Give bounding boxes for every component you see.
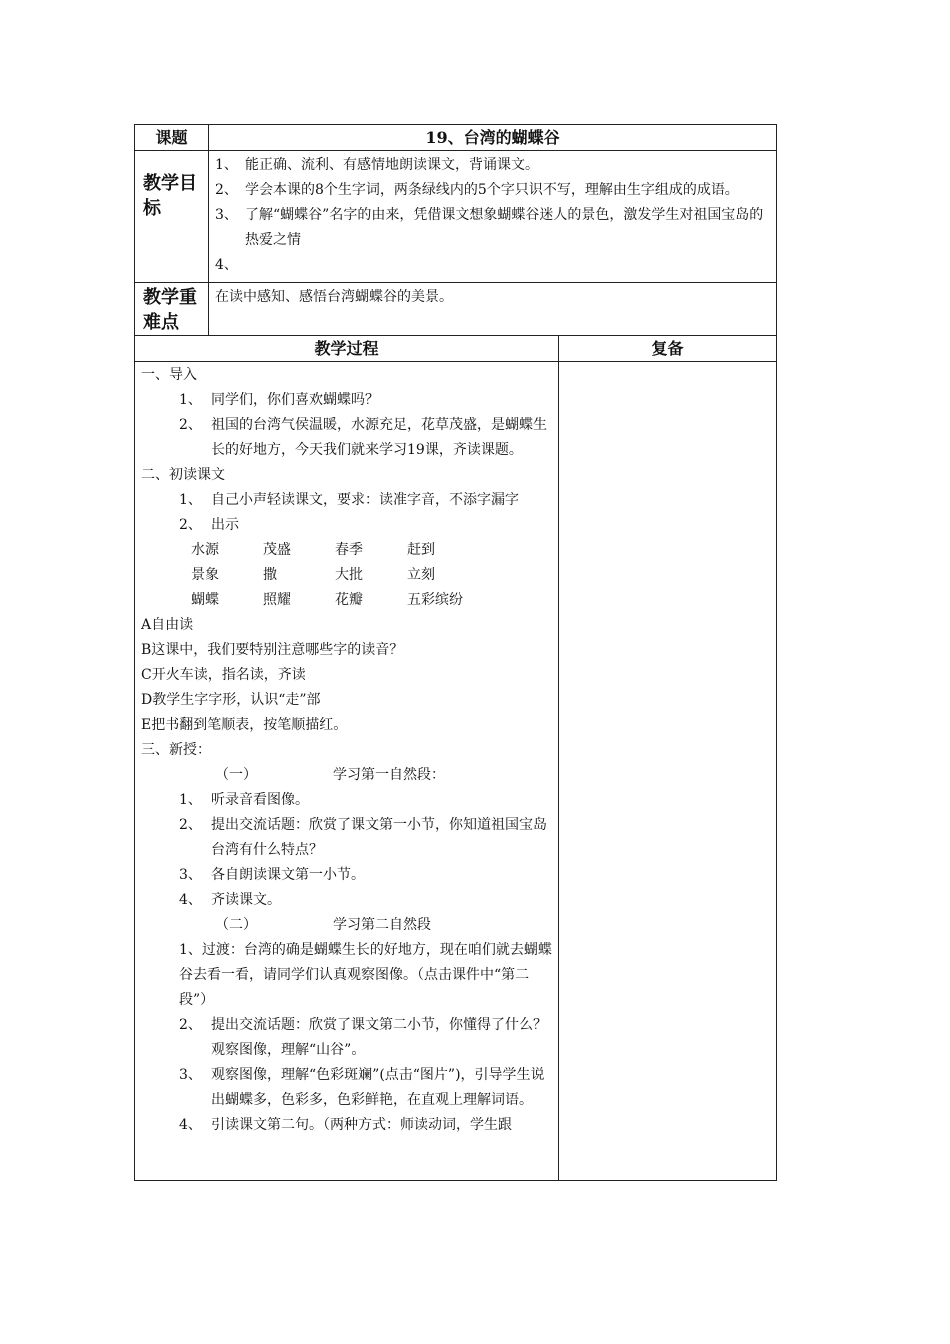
lesson-title: 19、台湾的蝴蝶谷 <box>209 125 777 151</box>
process-header: 教学过程 <box>135 336 559 362</box>
subsection-heading: （一） 学习第一自然段： <box>215 767 445 783</box>
list-item: 1、 同学们，你们喜欢蝴蝶吗？ <box>179 392 379 408</box>
notes-cell <box>559 362 777 1181</box>
section-heading: 一、导入 <box>141 367 197 383</box>
process-cell <box>135 362 559 1181</box>
step-line: A自由读 <box>141 617 194 633</box>
list-item: 4、 齐读课文。 <box>179 892 281 908</box>
paragraph: 1、过渡：台湾的确是蝴蝶生长的好地方，现在咱们就去蝴蝶谷去看一看，请同学们认真观察图像。（点击课件中“第二段”） <box>179 942 552 1008</box>
section-heading: 三、新授： <box>141 742 211 758</box>
list-item: 2、 出示 <box>179 517 239 533</box>
list-item: 1、 自己小声轻读课文，要求：读准字音，不添字漏字 <box>179 492 519 508</box>
step-line: D教学生字字形，认识“走”部 <box>141 692 321 708</box>
subsection-heading: （二） 学习第二自然段 <box>215 917 431 933</box>
word-row: 景象 撒 大批 立刻 <box>191 567 435 583</box>
notes-header: 复备 <box>559 336 777 362</box>
goals-label: 教学目标 <box>135 151 209 283</box>
goals-cell <box>209 151 777 283</box>
list-item: 4、 引读课文第二句。（两种方式：师读动词，学生跟 <box>179 1117 512 1133</box>
goal-item: 2、 学会本课的8个生字词，两条绿线内的5个字只识不写，理解由生字组成的成语。 <box>215 182 739 198</box>
goal-item: 3、 了解“蝴蝶谷”名字的由来，凭借课文想象蝴蝶谷迷人的景色，激发学生对祖国宝岛的热爱之情 <box>215 207 764 248</box>
goal-item: 1、 能正确、流利、有感情地朗读课文，背诵课文。 <box>215 157 539 173</box>
lesson-plan-table <box>134 124 777 1181</box>
step-line: E把书翻到笔顺表，按笔顺描红。 <box>141 717 348 733</box>
list-item: 2、 提出交流话题：欣赏了课文第二小节，你懂得了什么？观察图像，理解“山谷”。 <box>179 1017 547 1058</box>
list-item: 2、 祖国的台湾气侯温暖，水源充足，花草茂盛，是蝴蝶生长的好地方，今天我们就来学习19课，齐读课题。 <box>179 417 547 458</box>
step-line: C开火车读，指名读，齐读 <box>141 667 306 683</box>
list-item: 3、 观察图像，理解“色彩斑斓”(点击“图片”)，引导学生说出蝴蝶多，色彩多，色彩鲜艳，在直观上理解词语。 <box>179 1067 545 1108</box>
section-heading: 二、初读课文 <box>141 467 225 483</box>
goal-item: 4、 <box>215 257 238 273</box>
lesson-plan-page <box>134 124 776 1181</box>
word-row: 蝴蝶 照耀 花瓣 五彩缤纷 <box>191 592 463 608</box>
topic-label: 课题 <box>135 125 209 151</box>
list-item: 1、 听录音看图像。 <box>179 792 309 808</box>
step-line: B这课中，我们要特别注意哪些字的读音？ <box>141 642 404 658</box>
list-item: 3、 各自朗读课文第一小节。 <box>179 867 365 883</box>
difficulty-text: 在读中感知、感悟台湾蝴蝶谷的美景。 <box>209 283 777 336</box>
list-item: 2、 提出交流话题：欣赏了课文第一小节，你知道祖国宝岛台湾有什么特点？ <box>179 817 547 858</box>
word-row: 水源 茂盛 春季 赶到 <box>191 542 435 558</box>
difficulty-label: 教学重难点 <box>135 283 209 336</box>
